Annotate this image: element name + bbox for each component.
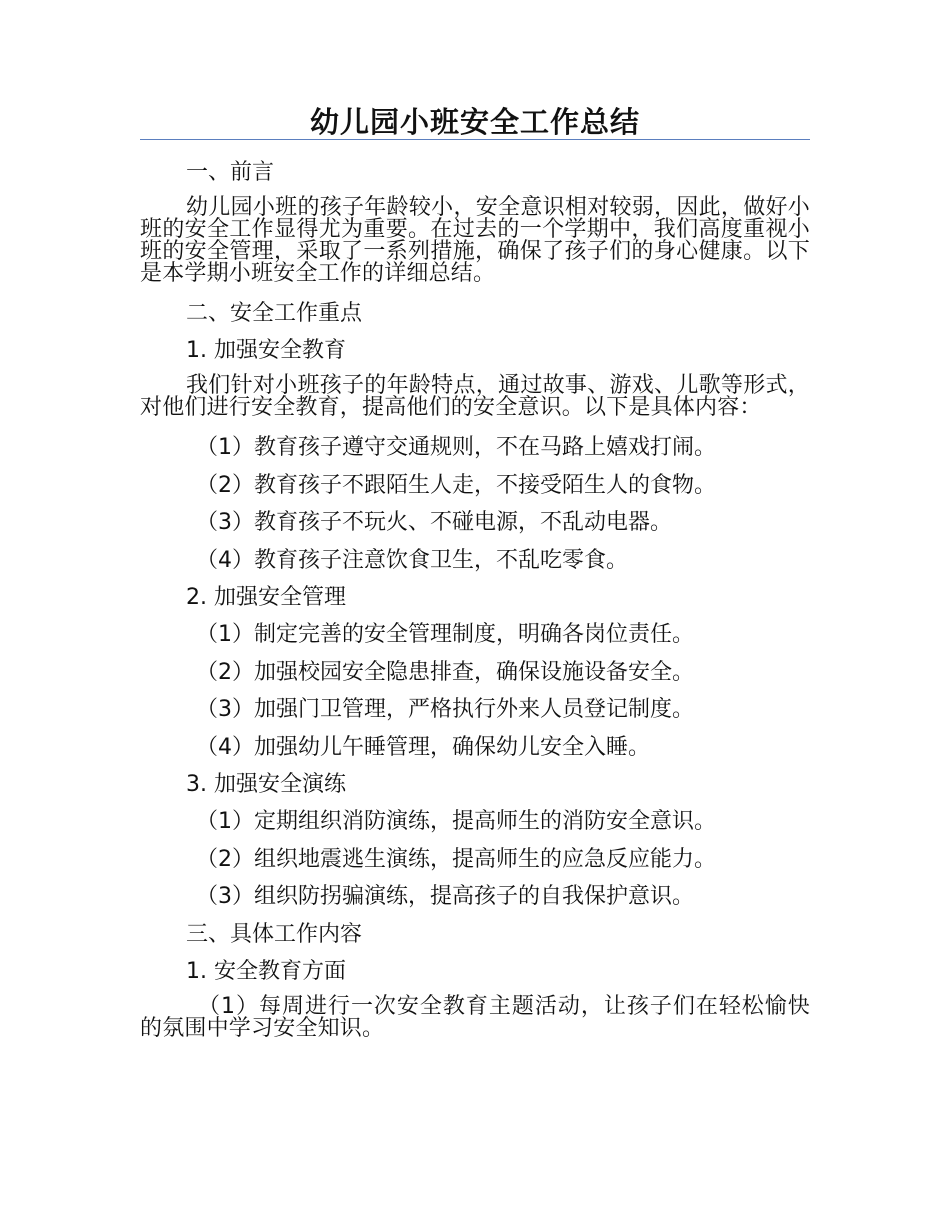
section-heading-preface: 一、前言 — [186, 160, 275, 185]
document-title: 幼儿园小班安全工作总结 — [309, 105, 640, 139]
list-item: （3）教育孩子不玩火、不碰电源，不乱动电器。 — [196, 510, 672, 535]
weekly-activity-paragraph: （1）每周进行一次安全教育主题活动，让孩子们在轻松愉快的氛围中学习安全知识。 — [140, 993, 810, 1041]
preface-paragraph: 幼儿园小班的孩子年龄较小，安全意识相对较弱，因此，做好小班的安全工作显得尤为重要。在过去的一个学期中，我们高度重视小班的安全管理，采取了一系列措施，确保了孩子们的身心健康。以下是本学期小班安全工作的详细总结。 — [140, 195, 810, 286]
list-item: （1）制定完善的安全管理制度，明确各岗位责任。 — [196, 622, 694, 647]
section-heading-focus: 二、安全工作重点 — [186, 301, 363, 326]
document-body — [140, 154, 810, 1050]
list-item: （4）教育孩子注意饮食卫生，不乱吃零食。 — [196, 547, 628, 573]
subheading-drills: 3. 加强安全演练 — [186, 772, 346, 797]
list-item: （2）教育孩子不跟陌生人走，不接受陌生人的食物。 — [196, 472, 716, 498]
education-paragraph: 我们针对小班孩子的年龄特点，通过故事、游戏、儿歌等形式，对他们进行安全教育，提高他们的安全意识。以下是具体内容： — [140, 373, 810, 420]
list-item: （2）加强校园安全隐患排查，确保设施设备安全。 — [196, 659, 694, 685]
list-item: （1）定期组织消防演练，提高师生的消防安全意识。 — [196, 809, 716, 834]
subheading-management: 2. 加强安全管理 — [186, 585, 346, 610]
list-item: （3）加强门卫管理，严格执行外来人员登记制度。 — [196, 697, 694, 722]
subheading-education: 1. 加强安全教育 — [186, 338, 346, 363]
list-item: （3）组织防拐骗演练，提高孩子的自我保护意识。 — [196, 884, 694, 909]
list-item: （1）教育孩子遵守交通规则，不在马路上嬉戏打闹。 — [196, 435, 716, 460]
list-item: （2）组织地震逃生演练，提高师生的应急反应能力。 — [196, 846, 716, 872]
section-heading-work-content: 三、具体工作内容 — [186, 921, 363, 947]
list-item: （4）加强幼儿午睡管理，确保幼儿安全入睡。 — [196, 734, 650, 760]
subheading-education-aspect: 1. 安全教育方面 — [186, 958, 346, 984]
title-underline — [140, 139, 810, 140]
